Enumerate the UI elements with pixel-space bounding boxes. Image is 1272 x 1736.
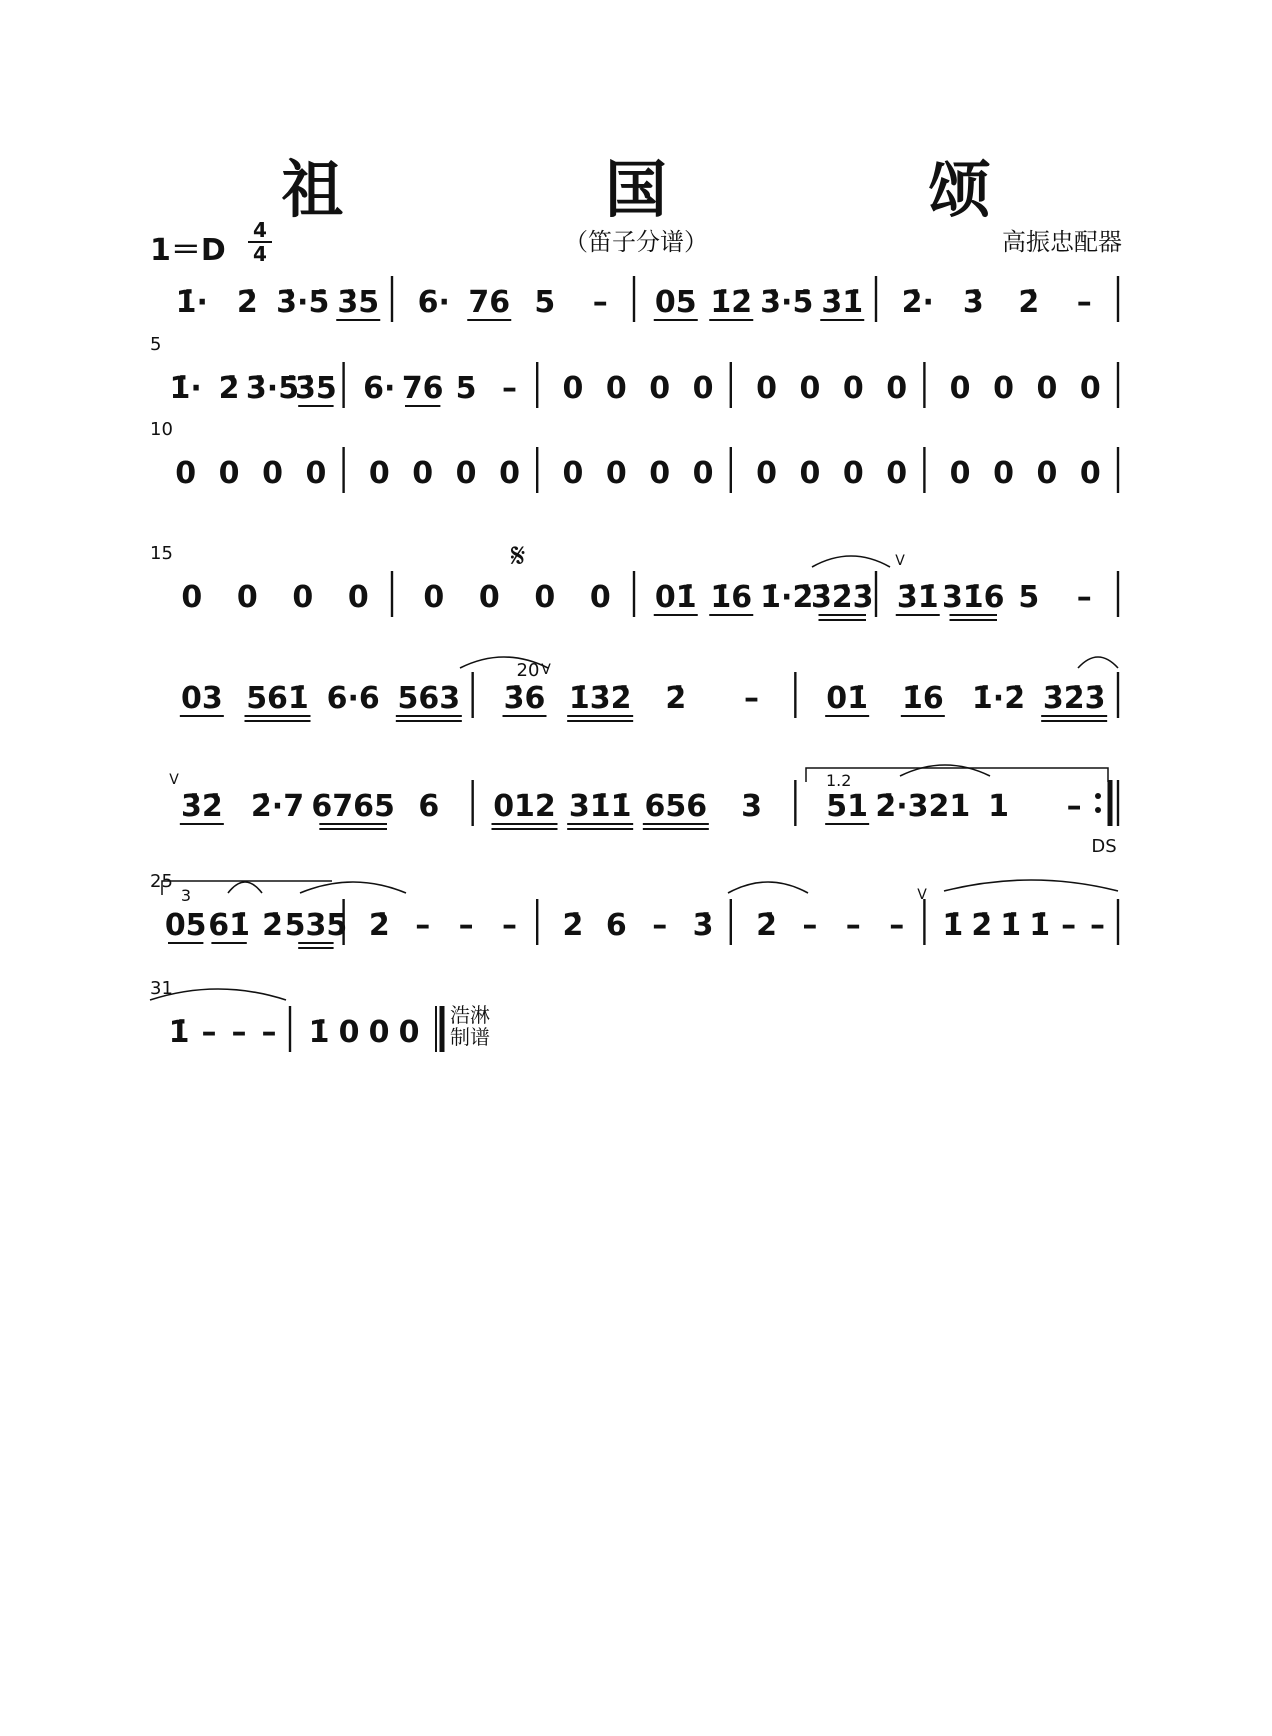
measure-number: 5 [150,334,162,355]
note-group: 0 [236,580,258,615]
note-group: – [415,908,431,943]
note-group: 6· [417,285,450,320]
note-group: 0 [1079,456,1101,491]
credit-line-1: 浩淋 [450,1003,490,1027]
note-group: 0 [649,456,671,491]
breath-mark: V [541,662,551,678]
time-sig-top: 4 [253,218,267,242]
note-group: 76 [468,285,511,320]
key-signature: 1＝D [150,233,226,268]
note-group: 0 [478,580,500,615]
slur [900,765,990,776]
note-group: 0 [692,371,714,406]
measure-number: 15 [150,543,173,564]
note-group: 0 [181,580,203,615]
note-group: 1̇2̇ [710,285,753,320]
note-group: – [845,908,861,943]
note-group: 0 [398,1015,420,1050]
note-group: 0 [949,371,971,406]
repeat-dot [1095,793,1101,799]
note-group: 0 [692,456,714,491]
note-group: 3̇2̇ [180,789,223,824]
note-group: 2̇·7 [250,789,305,824]
note-group: 0 [605,456,627,491]
time-sig-bottom: 4 [253,242,267,266]
note-group: 5 [534,285,556,320]
page-title: 祖 国 颂 [281,153,1111,226]
note-group: 1̇ [1000,908,1022,943]
note-group: – [1076,285,1092,320]
note-group: 3 [741,789,762,824]
note-group: 0 [886,456,908,491]
note-group: 535 [284,908,348,943]
note-group: 561̇ [246,681,309,716]
note-group: 01̇ [826,681,869,716]
note-group: 0 [649,371,671,406]
volta-label: 1.2 [826,771,852,790]
slur [944,880,1118,891]
slur [812,556,890,567]
note-group: 6 [418,789,440,824]
note-group: 0 [993,371,1014,406]
slur [1078,657,1118,668]
measure-number-inline: 20 [516,660,540,681]
measure-number: 10 [150,419,173,440]
slur [300,882,406,893]
note-group: 3̇2̇3̇ [1042,681,1106,716]
note-group: 61̇ [208,908,250,943]
note-group: 2̇ [368,908,390,943]
note-group: 03 [180,681,223,716]
note-group: 656 [644,789,708,824]
note-group: 3̇5 [337,285,380,320]
note-group: – [1090,908,1106,943]
slur [728,882,808,893]
note-group: 0 [589,580,611,615]
note-group: 76 [401,371,444,406]
note-group: 0 [347,580,369,615]
note-group: 5 [455,371,477,406]
note-group: 2̇ [665,681,687,716]
note-group: 5 [1018,580,1040,615]
note-group: 1̇·2̇ [971,681,1026,716]
note-group: 0 [756,456,777,491]
breath-mark: V [169,772,179,788]
note-group: 3̇·5̇ [276,285,330,320]
note-group: 3̇5 [295,371,337,406]
note-group: 0 [949,456,971,491]
note-group: – [261,1015,277,1050]
breath-mark: V [917,887,927,903]
note-group: 31̇1̇ [568,789,632,824]
note-group: 1̇· [169,371,202,406]
note-group: 0 [799,371,821,406]
note-group: 0 [368,456,390,491]
note-group: – [889,908,905,943]
note-group: 0 [534,580,556,615]
note-group: 0 [1036,371,1058,406]
note-group: 0 [842,456,864,491]
note-group: 563 [397,681,461,716]
note-group: – [458,908,474,943]
note-group: 1̇ [942,908,964,943]
note-group: 2̇ [756,908,777,943]
note-group: 31̇6 [941,580,1005,615]
note-group: 6765 [311,789,395,824]
note-group: 0 [262,456,283,491]
note-group: 0 [993,456,1014,491]
note-group: 0 [756,371,777,406]
note-group: 01̇ [654,580,697,615]
note-group: 0 [455,456,477,491]
note-group: 6· [363,371,396,406]
note-group: – [502,908,517,943]
note-group: – [1066,789,1082,824]
note-group: 0 [423,580,445,615]
segno-sign: 𝄋 [510,536,526,576]
note-group: 2̇·321 [875,789,971,824]
note-group: – [1076,580,1092,615]
note-group: 3̇·5̇ [245,371,300,406]
note-group: 0 [1079,371,1101,406]
note-group: 3̇·5̇ [760,285,814,320]
arranger: 高振忠配器 [1002,228,1122,256]
note-group: 2̇ [1018,285,1040,320]
note-group: 0 [499,456,520,491]
note-group: – [744,681,759,716]
note-group: – [502,371,517,406]
note-group: 3̇ [692,908,714,943]
note-group: 012 [493,789,556,824]
note-group: 3̇1̇ [896,580,939,615]
note-group: 3̇6 [503,681,546,716]
note-group: – [652,908,668,943]
note-group: 0 [292,580,314,615]
note-group: 2̇ [218,371,240,406]
credit-line-2: 制谱 [450,1025,490,1049]
note-group: 1 [988,789,1009,824]
note-group: 1̇6 [710,580,753,615]
subtitle: （笛子分谱） [564,228,708,256]
note-group: 6·6 [326,681,380,716]
note-group: 0 [338,1015,360,1050]
note-group: 0 [842,371,864,406]
note-group: 1̇ [308,1015,330,1050]
note-group: 3̇1̇ [821,285,864,320]
note-group: – [231,1015,247,1050]
note-group: 0 [799,456,821,491]
note-group: 51 [826,789,869,824]
note-group: – [201,1015,217,1050]
note-group: 1̇·2̇ [760,580,814,615]
note-group: 1̇· [175,285,208,320]
note-group: 2̇ [262,908,283,943]
note-group: – [1061,908,1077,943]
note-group: 0 [1036,456,1058,491]
note-group: 0 [412,456,434,491]
note-group: 6 [605,908,627,943]
note-group: 0 [175,456,197,491]
measure-number: 31 [150,978,173,999]
ds-marking: DS [1091,836,1117,857]
slur [228,882,262,893]
note-group: 0 [218,456,240,491]
note-group: 2̇· [901,285,934,320]
note-group: 0 [605,371,627,406]
note-group: 3̇ [962,285,984,320]
note-group: 0 [562,456,584,491]
note-group: 05 [164,908,207,943]
note-group: 1̇3̇2̇ [568,681,632,716]
note-group: 3̇2̇3̇ [810,580,874,615]
note-group: 0 [562,371,584,406]
note-group: 0 [886,371,908,406]
note-group: 1̇ [168,1015,190,1050]
note-group: 2̇ [971,908,993,943]
note-group: – [802,908,818,943]
note-group: 0 [305,456,327,491]
note-group: 2̇ [236,285,258,320]
breath-mark: V [895,553,905,569]
note-group: 0 [368,1015,390,1050]
note-group: 2̇ [562,908,584,943]
triplet-label: 3 [180,886,192,905]
note-group: 1̇6 [901,681,944,716]
measure-number: 25 [150,871,173,892]
note-group: 1̇ [1029,908,1051,943]
repeat-dot [1095,807,1101,813]
note-group: – [592,285,608,320]
note-group: 05 [654,285,697,320]
